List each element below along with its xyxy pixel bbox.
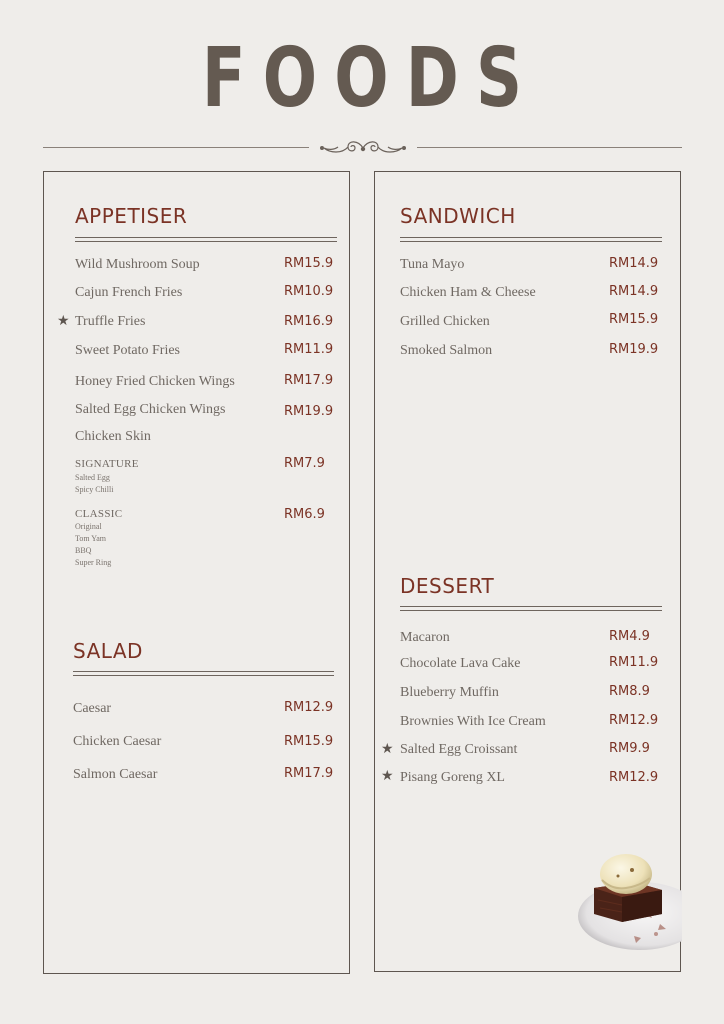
menu-item-name: Cajun French Fries bbox=[75, 285, 183, 300]
menu-item-name: Chicken Ham & Cheese bbox=[400, 285, 536, 300]
menu-item-price: RM15.9 bbox=[609, 312, 659, 327]
menu-item-name: Salmon Caesar bbox=[73, 767, 158, 782]
star-icon: ★ bbox=[381, 769, 394, 784]
dessert-heading: DESSERT bbox=[400, 574, 495, 598]
menu-item-name: Tuna Mayo bbox=[400, 257, 465, 272]
signature-price: RM7.9 bbox=[284, 456, 325, 471]
flavour-item: Original bbox=[75, 522, 102, 531]
menu-item-name: Honey Fried Chicken Wings bbox=[75, 374, 235, 389]
menu-item-name: Wild Mushroom Soup bbox=[75, 257, 200, 272]
menu-item-price: RM9.9 bbox=[609, 741, 650, 756]
menu-item-name: Blueberry Muffin bbox=[400, 685, 499, 700]
flavour-item: Salted Egg bbox=[75, 473, 110, 482]
menu-item-name: Chicken Skin bbox=[75, 429, 151, 444]
menu-item-price: RM11.9 bbox=[284, 342, 334, 357]
star-icon: ★ bbox=[57, 314, 70, 329]
menu-item-price: RM15.9 bbox=[284, 734, 334, 749]
menu-item-name: Smoked Salmon bbox=[400, 343, 493, 358]
salad-heading: SALAD bbox=[73, 639, 143, 663]
menu-item-price: RM12.9 bbox=[609, 770, 659, 785]
menu-item-name: Macaron bbox=[400, 630, 450, 645]
menu-item-name: Sweet Potato Fries bbox=[75, 343, 180, 358]
menu-item-name: Chocolate Lava Cake bbox=[400, 656, 521, 671]
flavour-item: BBQ bbox=[75, 546, 92, 555]
menu-item-price: RM14.9 bbox=[609, 256, 659, 271]
menu-item-price: RM12.9 bbox=[609, 713, 659, 728]
menu-item-name: Salted Egg Croissant bbox=[400, 742, 518, 757]
appetiser-rule bbox=[75, 237, 337, 242]
menu-item-name: Brownies With Ice Cream bbox=[400, 714, 546, 729]
divider-right bbox=[417, 147, 682, 148]
menu-item-name: Truffle Fries bbox=[75, 314, 146, 329]
menu-item-price: RM19.9 bbox=[609, 342, 659, 357]
menu-item-price: RM19.9 bbox=[284, 404, 334, 419]
brownie-ice-cream-photo bbox=[578, 848, 682, 956]
classic-price: RM6.9 bbox=[284, 507, 325, 522]
menu-item-price: RM12.9 bbox=[284, 700, 334, 715]
menu-item-price: RM4.9 bbox=[609, 629, 650, 644]
appetiser-heading: APPETISER bbox=[75, 204, 188, 228]
menu-item-price: RM15.9 bbox=[284, 256, 334, 271]
salad-rule bbox=[73, 671, 334, 676]
menu-item-price: RM17.9 bbox=[284, 766, 334, 781]
menu-item-price: RM8.9 bbox=[609, 684, 650, 699]
classic-label: CLASSIC bbox=[75, 508, 123, 520]
divider-left bbox=[43, 147, 309, 148]
menu-item-price: RM17.9 bbox=[284, 373, 334, 388]
flavour-item: Tom Yam bbox=[75, 534, 107, 543]
dessert-rule bbox=[400, 606, 662, 611]
menu-item-name: Salted Egg Chicken Wings bbox=[75, 402, 226, 417]
menu-item-name: Chicken Caesar bbox=[73, 734, 162, 749]
flavour-item: Spicy Chilli bbox=[75, 485, 114, 494]
menu-item-price: RM16.9 bbox=[284, 314, 334, 329]
menu-item-price: RM10.9 bbox=[284, 284, 334, 299]
menu-item-name: Caesar bbox=[73, 701, 112, 716]
menu-item-name: Grilled Chicken bbox=[400, 314, 490, 329]
menu-item-price: RM11.9 bbox=[609, 655, 659, 670]
signature-label: SIGNATURE bbox=[75, 458, 139, 470]
page-title: FOODS bbox=[201, 31, 540, 126]
sandwich-heading: SANDWICH bbox=[400, 204, 516, 228]
sandwich-rule bbox=[400, 237, 662, 242]
flavour-item: Super Ring bbox=[75, 558, 112, 567]
menu-item-name: Pisang Goreng XL bbox=[400, 770, 505, 785]
menu-item-price: RM14.9 bbox=[609, 284, 659, 299]
star-icon: ★ bbox=[381, 742, 394, 757]
flourish-ornament bbox=[318, 136, 408, 160]
